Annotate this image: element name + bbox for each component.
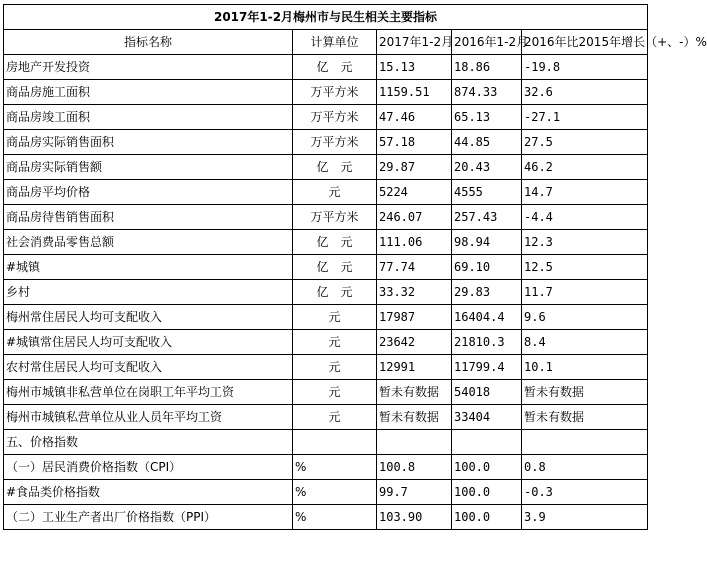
row-name: 商品房平均价格: [4, 180, 293, 205]
row-growth: 0.8: [522, 455, 648, 480]
row-unit: [293, 430, 377, 455]
header-unit: 计算单位: [293, 30, 377, 55]
row-growth: -27.1: [522, 105, 648, 130]
row-unit: 亿 元: [293, 255, 377, 280]
row-growth: -0.3: [522, 480, 648, 505]
row-2017: 5224: [377, 180, 452, 205]
row-2016: 69.10: [452, 255, 522, 280]
row-2017: 246.07: [377, 205, 452, 230]
table-row: [4, 130, 648, 155]
row-2017: 99.7: [377, 480, 452, 505]
header-row: [4, 30, 648, 55]
table-row: [4, 480, 648, 505]
row-2016: 29.83: [452, 280, 522, 305]
row-growth: 9.6: [522, 305, 648, 330]
row-growth: 10.1: [522, 355, 648, 380]
table-row: [4, 255, 648, 280]
table-row: [4, 305, 648, 330]
row-2016: 21810.3: [452, 330, 522, 355]
title-row: [4, 5, 648, 30]
row-name: #食品类价格指数: [4, 480, 293, 505]
row-unit: 元: [293, 380, 377, 405]
row-2017: 57.18: [377, 130, 452, 155]
table-row: [4, 505, 648, 530]
row-2016: 54018: [452, 380, 522, 405]
row-name: 社会消费品零售总额: [4, 230, 293, 255]
row-2016: 4555: [452, 180, 522, 205]
table-row: [4, 105, 648, 130]
row-2016: 65.13: [452, 105, 522, 130]
row-unit: 元: [293, 355, 377, 380]
row-name: 商品房施工面积: [4, 80, 293, 105]
row-growth: -19.8: [522, 55, 648, 80]
row-name: 乡村: [4, 280, 293, 305]
row-growth: 14.7: [522, 180, 648, 205]
row-name: （一）居民消费价格指数（CPI）: [4, 455, 293, 480]
row-name: 商品房待售销售面积: [4, 205, 293, 230]
indicators-table: [3, 4, 707, 530]
row-unit: 元: [293, 330, 377, 355]
row-growth: -4.4: [522, 205, 648, 230]
header-indicator-name: 指标名称: [4, 30, 293, 55]
row-2016: 98.94: [452, 230, 522, 255]
row-name: #城镇常住居民人均可支配收入: [4, 330, 293, 355]
table-row: [4, 230, 648, 255]
row-2016: 100.0: [452, 505, 522, 530]
row-name: 商品房实际销售额: [4, 155, 293, 180]
row-name: 商品房竣工面积: [4, 105, 293, 130]
row-2016: 44.85: [452, 130, 522, 155]
row-2017: 103.90: [377, 505, 452, 530]
row-growth: 46.2: [522, 155, 648, 180]
row-unit: 亿 元: [293, 280, 377, 305]
row-2016: 100.0: [452, 480, 522, 505]
table-row: [4, 180, 648, 205]
row-2017: 23642: [377, 330, 452, 355]
row-2016: 100.0: [452, 455, 522, 480]
table-row: [4, 355, 648, 380]
row-unit: 元: [293, 305, 377, 330]
row-2017: 111.06: [377, 230, 452, 255]
row-growth: 27.5: [522, 130, 648, 155]
row-growth: 暂未有数据: [522, 405, 648, 430]
row-2017: 暂未有数据: [377, 405, 452, 430]
row-unit: 元: [293, 180, 377, 205]
row-unit: %: [293, 505, 377, 530]
row-2016: 20.43: [452, 155, 522, 180]
row-2016: 33404: [452, 405, 522, 430]
row-name: 梅州市城镇私营单位从业人员年平均工资: [4, 405, 293, 430]
row-2017: 47.46: [377, 105, 452, 130]
row-unit: 万平方米: [293, 80, 377, 105]
row-2017: 1159.51: [377, 80, 452, 105]
row-2017: 33.32: [377, 280, 452, 305]
row-growth: 3.9: [522, 505, 648, 530]
row-name: 五、价格指数: [4, 430, 293, 455]
row-2016: 11799.4: [452, 355, 522, 380]
row-2016: 257.43: [452, 205, 522, 230]
table-row: [4, 430, 648, 455]
row-unit: 元: [293, 405, 377, 430]
row-name: 农村常住居民人均可支配收入: [4, 355, 293, 380]
row-2017: 12991: [377, 355, 452, 380]
row-name: 商品房实际销售面积: [4, 130, 293, 155]
table-title: 2017年1-2月梅州市与民生相关主要指标: [4, 5, 648, 30]
table-row: [4, 280, 648, 305]
table-row: [4, 80, 648, 105]
table-row: [4, 380, 648, 405]
table-row: [4, 330, 648, 355]
table-row: [4, 155, 648, 180]
row-growth: 12.3: [522, 230, 648, 255]
row-name: （二）工业生产者出厂价格指数（PPI）: [4, 505, 293, 530]
row-growth: 32.6: [522, 80, 648, 105]
row-growth: 暂未有数据: [522, 380, 648, 405]
row-unit: 亿 元: [293, 230, 377, 255]
row-unit: 万平方米: [293, 130, 377, 155]
row-2017: 29.87: [377, 155, 452, 180]
row-2017: [377, 430, 452, 455]
row-2016: 874.33: [452, 80, 522, 105]
row-growth: 11.7: [522, 280, 648, 305]
row-2017: 15.13: [377, 55, 452, 80]
row-growth: 8.4: [522, 330, 648, 355]
row-2017: 暂未有数据: [377, 380, 452, 405]
row-unit: 万平方米: [293, 105, 377, 130]
table-row: [4, 205, 648, 230]
row-name: 房地产开发投资: [4, 55, 293, 80]
row-name: 梅州常住居民人均可支配收入: [4, 305, 293, 330]
row-growth: 12.5: [522, 255, 648, 280]
table-row: [4, 55, 648, 80]
row-2017: 100.8: [377, 455, 452, 480]
header-2016: 2016年1-2月: [452, 30, 522, 55]
row-growth: [522, 430, 648, 455]
row-2016: [452, 430, 522, 455]
table-row: [4, 455, 648, 480]
header-2017: 2017年1-2月: [377, 30, 452, 55]
row-2017: 77.74: [377, 255, 452, 280]
header-growth: 2016年比2015年增长（+、-）%: [522, 30, 648, 55]
row-unit: %: [293, 480, 377, 505]
row-unit: 亿 元: [293, 55, 377, 80]
row-unit: 亿 元: [293, 155, 377, 180]
row-name: 梅州市城镇非私营单位在岗职工年平均工资: [4, 380, 293, 405]
table-row: [4, 405, 648, 430]
row-2016: 16404.4: [452, 305, 522, 330]
row-unit: %: [293, 455, 377, 480]
row-2017: 17987: [377, 305, 452, 330]
row-unit: 万平方米: [293, 205, 377, 230]
row-2016: 18.86: [452, 55, 522, 80]
row-name: #城镇: [4, 255, 293, 280]
